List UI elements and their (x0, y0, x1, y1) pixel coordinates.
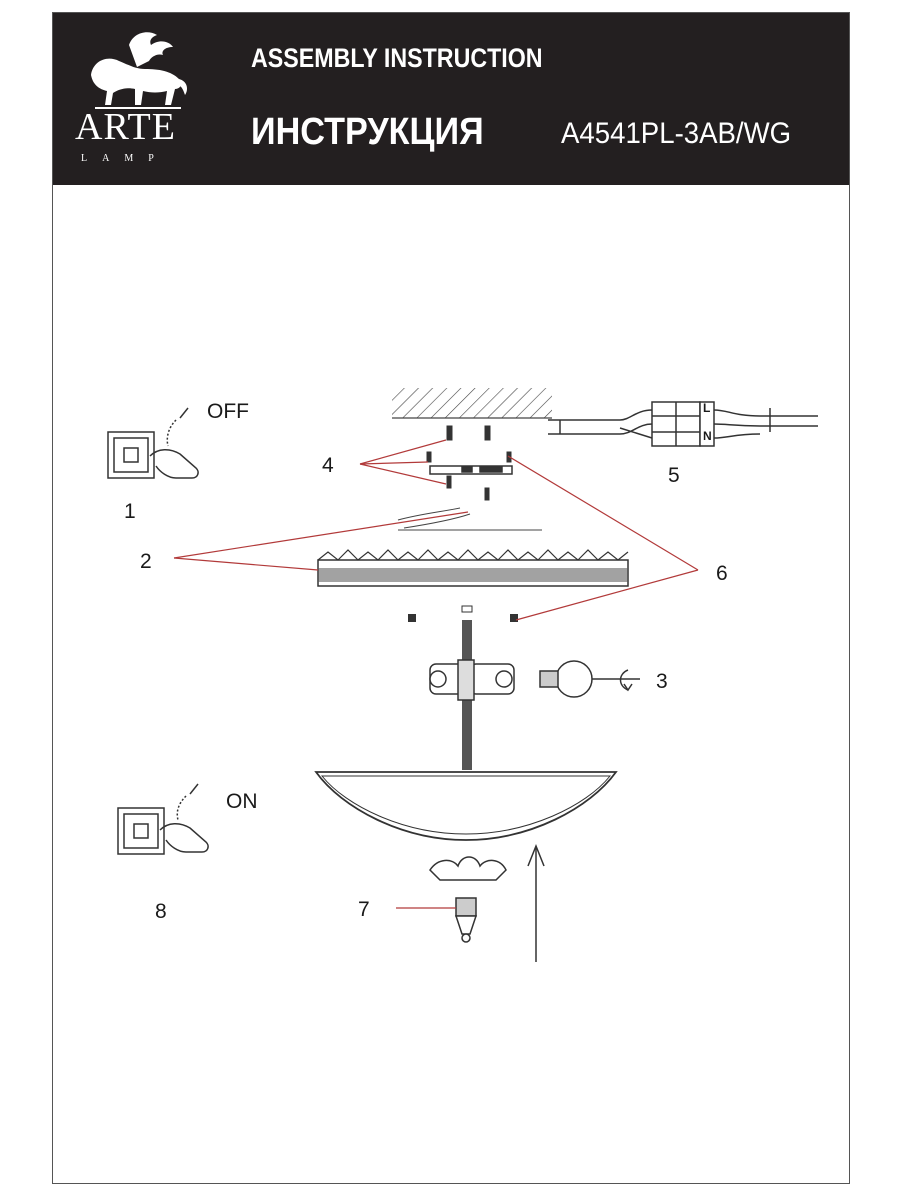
off-label: OFF (207, 400, 249, 423)
step-2-label: 2 (140, 550, 152, 573)
canopy-decor-icon (318, 550, 628, 586)
step-5-label: 5 (668, 464, 680, 487)
mounting-screws-icon (427, 426, 511, 500)
glass-shade-icon (316, 772, 616, 840)
terminal-l-label: L (703, 401, 711, 415)
terminal-block-icon (548, 402, 818, 446)
on-label: ON (226, 790, 258, 813)
light-bulb-icon (540, 661, 640, 697)
terminal-n-label: N (703, 429, 712, 443)
step-3-label: 3 (656, 670, 668, 693)
brand-subtitle: LAMP (81, 153, 169, 164)
brand-name: ARTE (75, 106, 176, 148)
step-7-label: 7 (358, 898, 370, 921)
step-1-label: 1 (124, 500, 136, 523)
switch-off-icon (108, 408, 198, 478)
title-russian: ИНСТРУКЦИЯ (251, 111, 484, 153)
step-4-label: 4 (322, 454, 334, 477)
mounting-bracket-icon (430, 466, 512, 474)
lamp-holder-icon (430, 660, 514, 700)
title-english: ASSEMBLY INSTRUCTION (251, 43, 543, 73)
switch-on-icon (118, 784, 208, 854)
finial-icon (430, 857, 506, 942)
model-number: A4541PL-3AB/WG (561, 117, 792, 150)
up-arrow-icon (528, 846, 544, 962)
step-6-label: 6 (716, 562, 728, 585)
step-8-label: 8 (155, 900, 167, 923)
ceiling-icon (392, 388, 552, 418)
